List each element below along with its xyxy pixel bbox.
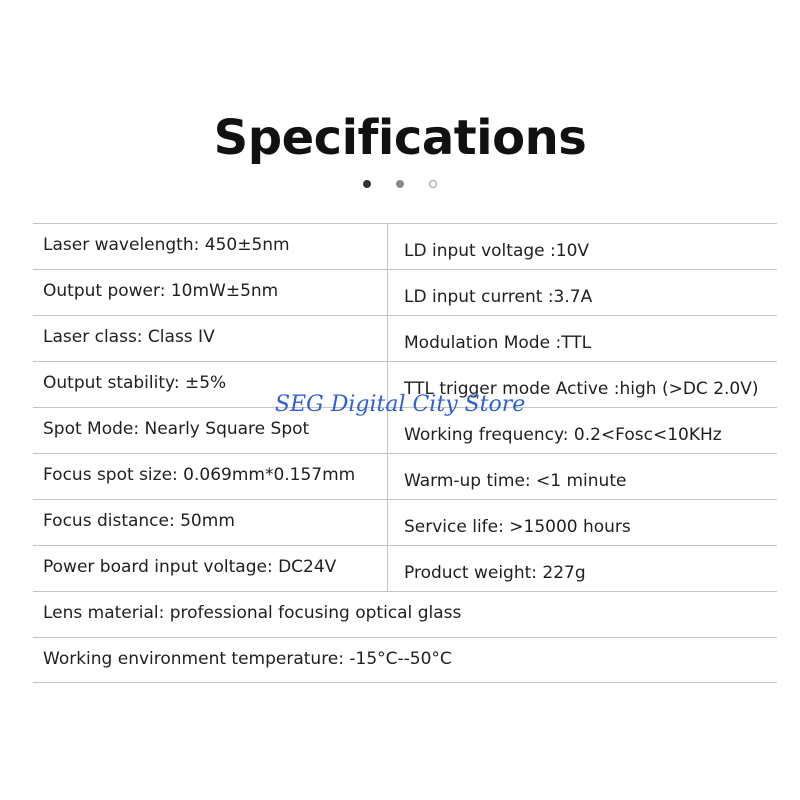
spec-row [33, 223, 777, 269]
spec-row [33, 499, 777, 545]
column-divider [387, 500, 388, 546]
store-watermark: SEG Digital City Store [275, 392, 526, 417]
spec-full-cell: Lens material: professional focusing optical glass [43, 603, 462, 623]
spec-row-full [33, 637, 777, 683]
spec-left-cell: Focus spot size: 0.069mm*0.157mm [43, 465, 356, 485]
column-divider [387, 270, 388, 316]
column-divider [387, 316, 388, 362]
spec-right-cell: Service life: >15000 hours [404, 517, 631, 537]
spec-right-cell: TTL trigger mode Active :high (>DC 2.0V) [404, 379, 759, 399]
specifications-table [33, 223, 777, 683]
spec-left-cell: Power board input voltage: DC24V [43, 557, 337, 577]
spec-row-full [33, 591, 777, 637]
pager-dots [0, 178, 800, 190]
column-divider [387, 362, 388, 408]
column-divider [387, 408, 388, 454]
column-divider [387, 546, 388, 592]
pager-dot-inactive[interactable] [396, 180, 404, 188]
pager-dot-active[interactable] [363, 180, 371, 188]
spec-left-cell: Focus distance: 50mm [43, 511, 235, 531]
page-title: Specifications [213, 110, 587, 166]
spec-right-cell: Warm-up time: <1 minute [404, 471, 627, 491]
column-divider [387, 224, 388, 270]
spec-right-cell: LD input current :3.7A [404, 287, 593, 307]
spec-left-cell: Output power: 10mW±5nm [43, 281, 279, 301]
spec-row [33, 269, 777, 315]
spec-left-cell: Output stability: ±5% [43, 373, 227, 393]
spec-row [33, 315, 777, 361]
spec-right-cell: Modulation Mode :TTL [404, 333, 592, 353]
spec-right-cell: Working frequency: 0.2<Fosc<10KHz [404, 425, 722, 445]
spec-row [33, 361, 777, 407]
spec-row [33, 407, 777, 453]
spec-left-cell: Laser class: Class IV [43, 327, 215, 347]
spec-left-cell: Spot Mode: Nearly Square Spot [43, 419, 310, 439]
pager-dot-empty[interactable] [429, 180, 437, 188]
spec-row [33, 545, 777, 591]
spec-right-cell: Product weight: 227g [404, 563, 586, 583]
spec-row [33, 453, 777, 499]
spec-right-cell: LD input voltage :10V [404, 241, 590, 261]
spec-left-cell: Laser wavelength: 450±5nm [43, 235, 290, 255]
column-divider [387, 454, 388, 500]
spec-full-cell: Working environment temperature: -15°C--50°C [43, 649, 452, 669]
